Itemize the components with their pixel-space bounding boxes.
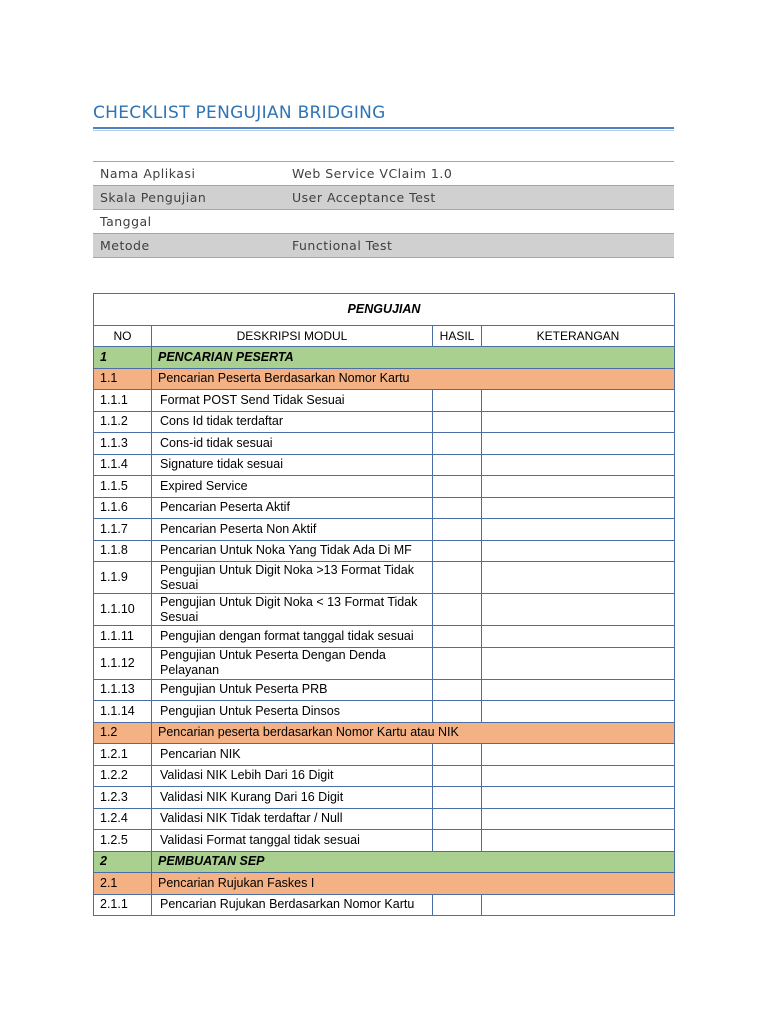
row-description: Pengujian Untuk Digit Noka >13 Format Tidak Sesuai	[152, 562, 433, 594]
row-number: 1.2	[94, 722, 152, 744]
row-number: 1.2.5	[94, 830, 152, 852]
row-description: Pencarian Untuk Noka Yang Tidak Ada Di MF	[152, 540, 433, 562]
header-no: NO	[94, 326, 152, 347]
row-number: 1.1.7	[94, 519, 152, 541]
row-description: Pencarian NIK	[152, 744, 433, 766]
row-number: 1.1.2	[94, 411, 152, 433]
hasil-cell[interactable]	[433, 411, 482, 433]
table-row	[94, 519, 675, 541]
row-description: Cons-id tidak sesuai	[152, 433, 433, 455]
row-description: Pencarian Rujukan Faskes I	[152, 873, 675, 895]
info-label: Metode	[93, 234, 285, 258]
table-row	[94, 647, 675, 679]
keterangan-cell[interactable]	[482, 830, 675, 852]
table-row	[94, 808, 675, 830]
row-description: Pencarian Peserta Berdasarkan Nomor Kartu	[152, 368, 675, 390]
hasil-cell[interactable]	[433, 497, 482, 519]
row-description: PENCARIAN PESERTA	[152, 347, 675, 369]
table-header-row	[94, 326, 675, 347]
row-number: 1.1	[94, 368, 152, 390]
hasil-cell[interactable]	[433, 808, 482, 830]
row-description: Pencarian Rujukan Berdasarkan Nomor Kartu	[152, 894, 433, 916]
row-description: Signature tidak sesuai	[152, 454, 433, 476]
row-description: Validasi NIK Lebih Dari 16 Digit	[152, 765, 433, 787]
row-description: Pengujian Untuk Digit Noka < 13 Format Tidak Sesuai	[152, 594, 433, 626]
hasil-cell[interactable]	[433, 540, 482, 562]
keterangan-cell[interactable]	[482, 647, 675, 679]
keterangan-cell[interactable]	[482, 894, 675, 916]
hasil-cell[interactable]	[433, 765, 482, 787]
row-description: Format POST Send Tidak Sesuai	[152, 390, 433, 412]
info-row-nama-aplikasi	[93, 162, 674, 186]
table-row	[94, 765, 675, 787]
row-number: 1.1.4	[94, 454, 152, 476]
row-number: 1.2.3	[94, 787, 152, 809]
hasil-cell[interactable]	[433, 454, 482, 476]
row-number: 2.1	[94, 873, 152, 895]
hasil-cell[interactable]	[433, 830, 482, 852]
row-description: Cons Id tidak terdaftar	[152, 411, 433, 433]
table-row	[94, 433, 675, 455]
row-number: 1.1.5	[94, 476, 152, 498]
keterangan-cell[interactable]	[482, 701, 675, 723]
info-table	[93, 161, 674, 258]
row-number: 1.2.1	[94, 744, 152, 766]
row-description: Pencarian Peserta Aktif	[152, 497, 433, 519]
row-number: 1.1.1	[94, 390, 152, 412]
subsection-row	[94, 722, 675, 744]
row-number: 1.2.4	[94, 808, 152, 830]
hasil-cell[interactable]	[433, 519, 482, 541]
info-value: Web Service VClaim 1.0	[285, 162, 674, 186]
table-row	[94, 562, 675, 594]
section-row	[94, 851, 675, 873]
keterangan-cell[interactable]	[482, 476, 675, 498]
hasil-cell[interactable]	[433, 390, 482, 412]
header-hasil: HASIL	[433, 326, 482, 347]
hasil-cell[interactable]	[433, 594, 482, 626]
keterangan-cell[interactable]	[482, 390, 675, 412]
row-number: 1.1.13	[94, 679, 152, 701]
row-description: Validasi NIK Tidak terdaftar / Null	[152, 808, 433, 830]
row-description: PEMBUATAN SEP	[152, 851, 675, 873]
table-row	[94, 830, 675, 852]
info-value: User Acceptance Test	[285, 186, 674, 210]
row-number: 2	[94, 851, 152, 873]
info-row-metode	[93, 234, 674, 258]
row-description: Validasi NIK Kurang Dari 16 Digit	[152, 787, 433, 809]
checklist-table	[93, 293, 675, 916]
hasil-cell[interactable]	[433, 647, 482, 679]
row-number: 1.1.8	[94, 540, 152, 562]
table-row	[94, 679, 675, 701]
keterangan-cell[interactable]	[482, 594, 675, 626]
row-number: 1.1.6	[94, 497, 152, 519]
row-number: 1.1.14	[94, 701, 152, 723]
subsection-row	[94, 368, 675, 390]
info-label: Skala Pengujian	[93, 186, 285, 210]
keterangan-cell[interactable]	[482, 540, 675, 562]
title-underline	[93, 127, 674, 129]
keterangan-cell[interactable]	[482, 497, 675, 519]
row-description: Pengujian Untuk Peserta Dinsos	[152, 701, 433, 723]
hasil-cell[interactable]	[433, 433, 482, 455]
header-desc: DESKRIPSI MODUL	[152, 326, 433, 347]
row-description: Validasi Format tanggal tidak sesuai	[152, 830, 433, 852]
info-row-skala-pengujian	[93, 186, 674, 210]
row-number: 1.1.12	[94, 647, 152, 679]
row-number: 1.1.11	[94, 626, 152, 648]
row-description: Pengujian Untuk Peserta Dengan Denda Pelayanan	[152, 647, 433, 679]
hasil-cell[interactable]	[433, 562, 482, 594]
hasil-cell[interactable]	[433, 787, 482, 809]
hasil-cell[interactable]	[433, 701, 482, 723]
keterangan-cell[interactable]	[482, 744, 675, 766]
table-caption: PENGUJIAN	[94, 294, 675, 326]
table-row	[94, 497, 675, 519]
keterangan-cell[interactable]	[482, 626, 675, 648]
info-value	[285, 210, 674, 234]
keterangan-cell[interactable]	[482, 765, 675, 787]
keterangan-cell[interactable]	[482, 679, 675, 701]
info-row-tanggal	[93, 210, 674, 234]
hasil-cell[interactable]	[433, 679, 482, 701]
keterangan-cell[interactable]	[482, 519, 675, 541]
table-row	[94, 594, 675, 626]
row-description: Expired Service	[152, 476, 433, 498]
row-description: Pengujian dengan format tanggal tidak sesuai	[152, 626, 433, 648]
hasil-cell[interactable]	[433, 894, 482, 916]
row-description: Pencarian Peserta Non Aktif	[152, 519, 433, 541]
keterangan-cell[interactable]	[482, 411, 675, 433]
table-row	[94, 454, 675, 476]
table-row	[94, 701, 675, 723]
row-number: 1.1.10	[94, 594, 152, 626]
keterangan-cell[interactable]	[482, 787, 675, 809]
keterangan-cell[interactable]	[482, 562, 675, 594]
row-number: 2.1.1	[94, 894, 152, 916]
row-description: Pencarian peserta berdasarkan Nomor Kartu atau NIK	[152, 722, 675, 744]
row-number: 1	[94, 347, 152, 369]
document-title: CHECKLIST PENGUJIAN BRIDGING	[93, 103, 386, 123]
keterangan-cell[interactable]	[482, 454, 675, 476]
table-row	[94, 894, 675, 916]
info-value: Functional Test	[285, 234, 674, 258]
table-row	[94, 476, 675, 498]
row-number: 1.1.3	[94, 433, 152, 455]
header-keterangan: KETERANGAN	[482, 326, 675, 347]
table-row	[94, 540, 675, 562]
keterangan-cell[interactable]	[482, 433, 675, 455]
hasil-cell[interactable]	[433, 626, 482, 648]
info-label: Nama Aplikasi	[93, 162, 285, 186]
row-number: 1.1.9	[94, 562, 152, 594]
table-row	[94, 787, 675, 809]
table-row	[94, 390, 675, 412]
table-row	[94, 744, 675, 766]
table-caption-row	[94, 294, 675, 326]
title-underline-light	[93, 130, 674, 131]
keterangan-cell[interactable]	[482, 808, 675, 830]
info-label: Tanggal	[93, 210, 285, 234]
hasil-cell[interactable]	[433, 476, 482, 498]
table-row	[94, 626, 675, 648]
row-number: 1.2.2	[94, 765, 152, 787]
subsection-row	[94, 873, 675, 895]
table-row	[94, 411, 675, 433]
hasil-cell[interactable]	[433, 744, 482, 766]
row-description: Pengujian Untuk Peserta PRB	[152, 679, 433, 701]
section-row	[94, 347, 675, 369]
